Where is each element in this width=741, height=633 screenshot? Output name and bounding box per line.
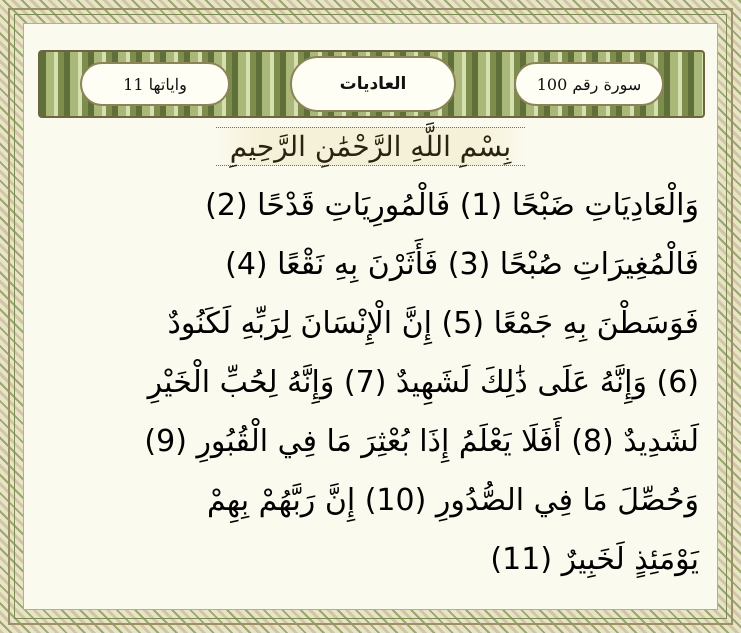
page-area	[23, 23, 718, 610]
basmala-area	[24, 122, 717, 170]
verse-line: فَوَسَطْنَ بِهِ جَمْعًا (5) إِنَّ الْإِنْسَانَ لِرَبِّهِ لَكَنُودٌ	[167, 306, 699, 341]
surah-number-cartouche	[514, 62, 664, 106]
verse-line: يَوْمَئِذٍ لَخَبِيرٌ (11)	[490, 542, 699, 577]
verse-line: فَالْمُغِيرَاتِ صُبْحًا (3) فَأَثَرْنَ بِهِ نَقْعًا (4)	[225, 247, 699, 282]
verse-line: لَشَدِيدٌ (8) أَفَلَا يَعْلَمُ إِذَا بُعْثِرَ مَا فِي الْقُبُورِ (9)	[144, 424, 699, 459]
basmala-text: بِسْمِ اللَّهِ الرَّحْمَٰنِ الرَّحِيمِ	[229, 129, 512, 163]
verse-line: وَحُصِّلَ مَا فِي الصُّدُورِ (10) إِنَّ رَبَّهُمْ بِهِمْ	[206, 483, 699, 518]
surah-number-label: سورة رقم 100	[536, 74, 642, 94]
ayah-count-label: واياتها 11	[123, 74, 187, 94]
ayah-count-cartouche	[80, 62, 230, 106]
verse-line: (6) وَإِنَّهُ عَلَى ذَٰلِكَ لَشَهِيدٌ (7) وَإِنَّهُ لِحُبِّ الْخَيْرِ	[147, 365, 699, 400]
surah-name: العاديات	[339, 74, 407, 94]
surah-header-band	[38, 50, 705, 118]
verses-text-block	[38, 176, 699, 589]
basmala-calligraphy	[216, 127, 525, 166]
verse-line: وَالْعَادِيَاتِ ضَبْحًا (1) فَالْمُورِيَاتِ قَدْحًا (2)	[205, 188, 699, 223]
surah-name-cartouche	[290, 56, 456, 112]
